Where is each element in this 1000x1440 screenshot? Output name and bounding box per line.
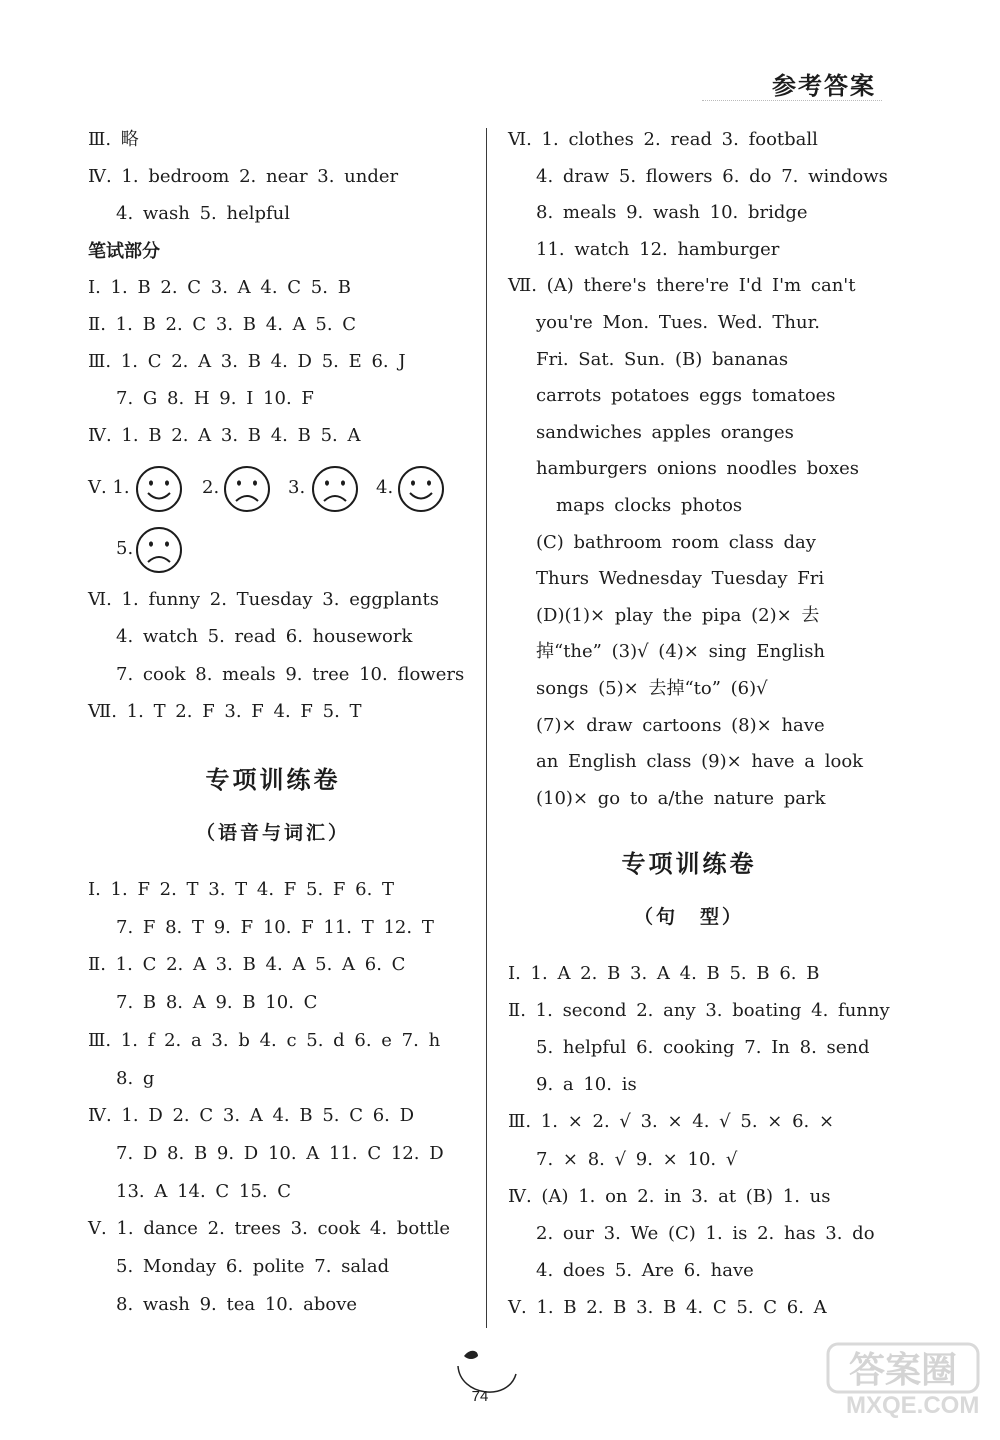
answer-line: an English class (9)× have a look: [536, 751, 864, 773]
answer-line: 4. does 5. Are 6. have: [536, 1259, 754, 1281]
faces-label-4: 4.: [376, 477, 394, 498]
sad-face-icon: [310, 464, 360, 514]
left-section-title: 专项训练卷: [205, 766, 341, 794]
answer-line: Ⅳ. 1. D 2. C 3. A 4. B 5. C 6. D: [88, 1105, 415, 1127]
answer-line: Ⅵ. 1. funny 2. Tuesday 3. eggplants: [88, 589, 439, 610]
answer-line: 4. draw 5. flowers 6. do 7. windows: [536, 165, 888, 187]
answer-line: Ⅱ. 1. B 2. C 3. B 4. A 5. C: [88, 314, 357, 335]
answer-line: 13. A 14. C 15. C: [116, 1180, 292, 1202]
answer-line: 7. B 8. A 9. B 10. C: [116, 992, 318, 1014]
right-column: [508, 0, 898, 1440]
answer-line: 11. watch 12. hamburger: [536, 238, 780, 260]
answer-line: Ⅲ. 1. f 2. a 3. b 4. c 5. d 6. e 7. h: [88, 1029, 441, 1051]
answer-line: Ⅳ. 1. B 2. A 3. B 4. B 5. A: [88, 425, 361, 446]
answer-line: 2. our 3. We (C) 1. is 2. has 3. do: [536, 1222, 875, 1244]
answer-line: 9. a 10. is: [536, 1074, 637, 1096]
answer-line: Ⅶ. (A) there's there're I'd I'm can't: [508, 275, 856, 297]
sad-face-icon: [134, 525, 184, 575]
header-title: 参考答案: [772, 72, 876, 100]
answer-line: songs (5)× 去掉“to” (6)√: [536, 678, 768, 699]
page-number: 74: [471, 1388, 489, 1405]
answer-line: (C) bathroom room class day: [536, 531, 816, 553]
answer-line: 4. wash 5. helpful: [116, 203, 291, 224]
answer-line: carrots potatoes eggs tomatoes: [536, 385, 836, 407]
answer-line: sandwiches apples oranges: [536, 421, 794, 443]
left-column: [88, 0, 478, 1440]
answer-line: Fri. Sat. Sun. (B) bananas: [536, 348, 789, 370]
answer-line: 8. wash 9. tea 10. above: [116, 1293, 358, 1315]
answer-line: Thurs Wednesday Tuesday Fri: [536, 568, 825, 590]
answer-line: (7)× draw cartoons (8)× have: [536, 714, 825, 736]
answer-line: 5. Monday 6. polite 7. salad: [116, 1256, 390, 1277]
answer-line: you're Mon. Tues. Wed. Thur.: [536, 312, 820, 333]
right-section-title: 专项训练卷: [621, 850, 757, 878]
happy-face-icon: [396, 464, 446, 514]
happy-face-icon: [134, 464, 184, 514]
answer-line: (10)× go to a/the nature park: [536, 787, 826, 809]
written-part-heading: 笔试部分: [88, 241, 160, 262]
answer-line: hamburgers onions noodles boxes: [536, 458, 859, 480]
faces-label-3: 3.: [288, 477, 306, 498]
right-section-subtitle: （句 型）: [633, 906, 744, 928]
answer-line: 掉“the” (3)√ (4)× sing English: [536, 641, 826, 663]
answer-line: Ⅴ. 1. dance 2. trees 3. cook 4. bottle: [88, 1218, 451, 1240]
answer-line: 7. cook 8. meals 9. tree 10. flowers: [116, 663, 465, 685]
answer-line: Ⅳ. (A) 1. on 2. in 3. at (B) 1. us: [508, 1185, 831, 1207]
watermark-url: MXQE.COM: [846, 1392, 980, 1419]
faces-label-2: 2.: [202, 477, 220, 498]
column-divider: [486, 128, 487, 1328]
watermark-text: 答案圈: [848, 1350, 958, 1391]
answer-line: Ⅴ. 1. B 2. B 3. B 4. C 5. C 6. A: [508, 1296, 827, 1318]
answer-line: 8. g: [116, 1067, 155, 1089]
answer-line: 7. D 8. B 9. D 10. A 11. C 12. D: [116, 1142, 444, 1164]
faces-row: [88, 470, 478, 580]
watermark-logo: [826, 1340, 986, 1400]
sad-face-icon: [222, 464, 272, 514]
answer-line: 4. watch 5. read 6. housework: [116, 626, 413, 648]
faces-label-5: 5.: [116, 538, 134, 559]
answer-line: 7. F 8. T 9. F 10. F 11. T 12. T: [116, 916, 434, 938]
answer-line: maps clocks photos: [556, 495, 743, 516]
answer-line: Ⅰ. 1. A 2. B 3. A 4. B 5. B 6. B: [508, 963, 820, 984]
answer-line: 7. × 8. √ 9. × 10. √: [536, 1148, 738, 1170]
left-section-subtitle: （语音与词汇）: [195, 822, 350, 844]
answer-line: Ⅲ. 1. × 2. √ 3. × 4. √ 5. × 6. ×: [508, 1111, 835, 1133]
answer-line: Ⅵ. 1. clothes 2. read 3. football: [508, 129, 818, 150]
answer-line: Ⅶ. 1. T 2. F 3. F 4. F 5. T: [88, 700, 362, 722]
answer-line: Ⅱ. 1. C 2. A 3. B 4. A 5. A 6. C: [88, 954, 406, 976]
answer-line: 5. helpful 6. cooking 7. In 8. send: [536, 1037, 870, 1059]
answer-line: 8. meals 9. wash 10. bridge: [536, 202, 808, 224]
answer-line: Ⅳ. 1. bedroom 2. near 3. under: [88, 166, 399, 187]
answer-line: Ⅲ. 1. C 2. A 3. B 4. D 5. E 6. J: [88, 351, 406, 372]
answer-line: Ⅰ. 1. F 2. T 3. T 4. F 5. F 6. T: [88, 879, 395, 900]
answer-line: (D)(1)× play the pipa (2)× 去: [536, 604, 820, 626]
answer-line: Ⅱ. 1. second 2. any 3. boating 4. funny: [508, 1000, 890, 1022]
answer-line: Ⅲ. 略: [88, 129, 139, 150]
answer-line: Ⅰ. 1. B 2. C 3. A 4. C 5. B: [88, 277, 351, 298]
faces-label-1: Ⅴ. 1.: [88, 477, 130, 498]
answer-line: 7. G 8. H 9. I 10. F: [116, 388, 314, 409]
